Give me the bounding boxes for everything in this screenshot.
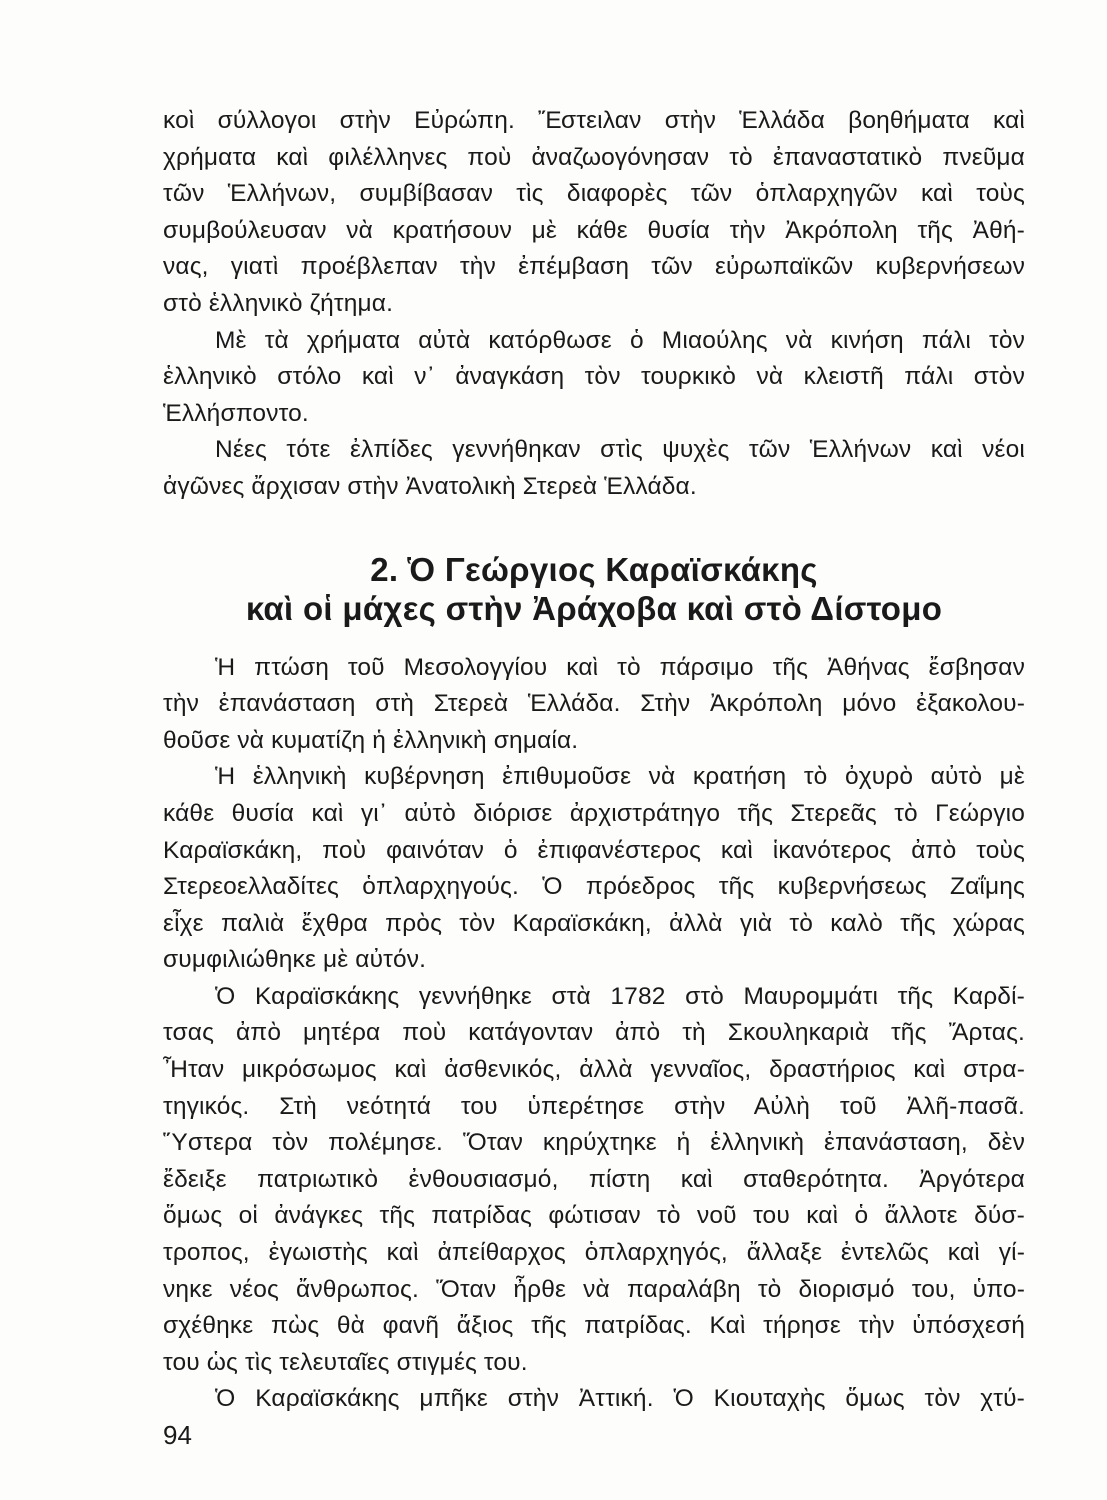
text-line: Ἡ ἑλληνικὴ κυβέρνηση ἐπιθυμοῦσε νὰ κρατήση τὸ ὀχυρὸ αὐτὸ μὲ xyxy=(215,763,1025,791)
paragraph xyxy=(163,323,1025,433)
text-line: Ἦταν μικρόσωμος καὶ ἀσθενικός, ἀλλὰ γενναῖος, δραστήριος καὶ στρα- xyxy=(163,1056,1025,1084)
text-line: κάθε θυσία καὶ γι᾿ αὐτὸ διόρισε ἀρχιστράτηγο τῆς Στερεᾶς τὸ Γεώργιο xyxy=(163,799,1025,827)
text-line: ἔδειξε πατριωτικὸ ἐνθουσιασμό, πίστη καὶ σταθερότητα. Ἀργότερα xyxy=(163,1165,1025,1193)
section-heading xyxy=(163,550,1025,628)
text-line: Ὁ Καραϊσκάκης γεννήθηκε στὰ 1782 στὸ Μαυρομμάτι τῆς Καρδί- xyxy=(215,982,1025,1010)
text-line: νας, γιατὶ προέβλεπαν τὴν ἐπέμβαση τῶν εὐρωπαϊκῶν κυβερνήσεων xyxy=(163,253,1025,281)
paragraph-continuation xyxy=(163,103,1025,506)
text-line: σχέθηκε πὼς θὰ φανῆ ἄξιος τῆς πατρίδας. Καὶ τήρησε τὴν ὑπόσχεσή xyxy=(163,1312,1025,1340)
paragraph xyxy=(163,1381,1025,1418)
text-line: στὸ ἑλληνικὸ ζήτημα. xyxy=(163,289,394,317)
text-line: τῶν Ἑλλήνων, συμβίβασαν τὶς διαφορὲς τῶν ὁπλαρχηγῶν καὶ τοὺς xyxy=(163,180,1025,208)
paragraph xyxy=(163,432,1025,505)
text-line: ἑλληνικὸ στόλο καὶ ν᾿ ἀναγκάση τὸν τουρκικὸ νὰ κλειστῆ πάλι στὸν xyxy=(163,363,1025,391)
text-line: συμφιλιώθηκε μὲ αὐτόν. xyxy=(163,946,427,974)
text-line: κοὶ σύλλογοι στὴν Εὐρώπη. Ἔστειλαν στὴν Ἑλλάδα βοηθήματα καὶ xyxy=(163,107,1025,134)
text-line: θοῦσε νὰ κυματίζη ἡ ἑλληνικὴ σημαία. xyxy=(163,726,579,754)
text-line: Ὕστερα τὸν πολέμησε. Ὅταν κηρύχτηκε ἡ ἑλληνικὴ ἐπανάσταση, δὲν xyxy=(163,1129,1025,1157)
paragraph xyxy=(163,650,1025,760)
text-line: Ὁ Καραϊσκάκης μπῆκε στὴν Ἀττική. Ὁ Κιουταχὴς ὅμως τὸν χτύ- xyxy=(215,1385,1025,1413)
text-line: ἀγῶνες ἄρχισαν στὴν Ἀνατολικὴ Στερεὰ Ἑλλάδα. xyxy=(163,472,697,500)
text-line: ὅμως οἱ ἀνάγκες τῆς πατρίδας φώτισαν τὸ νοῦ του καὶ ὁ ἄλλοτε δύσ- xyxy=(163,1202,1025,1230)
paragraph xyxy=(163,979,1025,1382)
text-line: συμβούλευσαν νὰ κρατήσουν μὲ κάθε θυσία τὴν Ἀκρόπολη τῆς Ἀθή- xyxy=(163,216,1025,244)
text-line: τηγικός. Στὴ νεότητά του ὑπερέτησε στὴν Αὐλὴ τοῦ Ἀλῆ-πασᾶ. xyxy=(163,1092,1025,1120)
text-line: Ἡ πτώση τοῦ Μεσολογγίου καὶ τὸ πάρσιμο τῆς Ἀθήνας ἔσβησαν xyxy=(215,653,1025,681)
text-line: του ὡς τὶς τελευταῖες στιγμές του. xyxy=(163,1348,528,1376)
paragraph xyxy=(163,759,1025,979)
page-body xyxy=(163,103,1025,1418)
text-line: Νέες τότε ἐλπίδες γεννήθηκαν στὶς ψυχὲς τῶν Ἑλλήνων καὶ νέοι xyxy=(215,436,1025,464)
text-line: εἶχε παλιὰ ἔχθρα πρὸς τὸν Καραϊσκάκη, ἀλλὰ γιὰ τὸ καλὸ τῆς χώρας xyxy=(163,909,1025,937)
paragraph xyxy=(163,103,1025,323)
section-body xyxy=(163,650,1025,1418)
text-line: χρήματα καὶ φιλέλληνες ποὺ ἀναζωογόνησαν τὸ ἐπαναστατικὸ πνεῦμα xyxy=(163,143,1025,171)
text-line: Στερεοελλαδίτες ὁπλαρχηγούς. Ὁ πρόεδρος τῆς κυβερνήσεως Ζαΐμης xyxy=(163,873,1025,901)
text-line: τροπος, ἐγωιστὴς καὶ ἀπείθαρχος ὁπλαρχηγός, ἄλλαξε ἐντελῶς καὶ γί- xyxy=(163,1239,1025,1267)
section-heading-line: καὶ οἱ μάχες στὴν Ἀράχοβα καὶ στὸ Δίστομο xyxy=(245,589,943,627)
page-number: 94 xyxy=(163,1420,192,1450)
text-line: τὴν ἐπανάσταση στὴ Στερεὰ Ἑλλάδα. Στὴν Ἀκρόπολη μόνο ἐξακολου- xyxy=(163,690,1025,718)
text-line: τσας ἀπὸ μητέρα ποὺ κατάγονταν ἀπὸ τὴ Σκουληκαριὰ τῆς Ἄρτας. xyxy=(163,1019,1025,1047)
text-line: νηκε νέος ἄνθρωπος. Ὅταν ἦρθε νὰ παραλάβη τὸ διορισμό του, ὑπο- xyxy=(163,1275,1025,1303)
text-line: Καραϊσκάκη, ποὺ φαινόταν ὁ ἐπιφανέστερος καὶ ἱκανότερος ἀπὸ τοὺς xyxy=(163,836,1025,864)
text-line: Ἑλλήσποντο. xyxy=(163,399,309,427)
text-line: Μὲ τὰ χρήματα αὐτὰ κατόρθωσε ὁ Μιαούλης νὰ κινήση πάλι τὸν xyxy=(215,326,1025,354)
section-heading-line: 2. Ὁ Γεώργιος Καραϊσκάκης xyxy=(370,550,818,588)
